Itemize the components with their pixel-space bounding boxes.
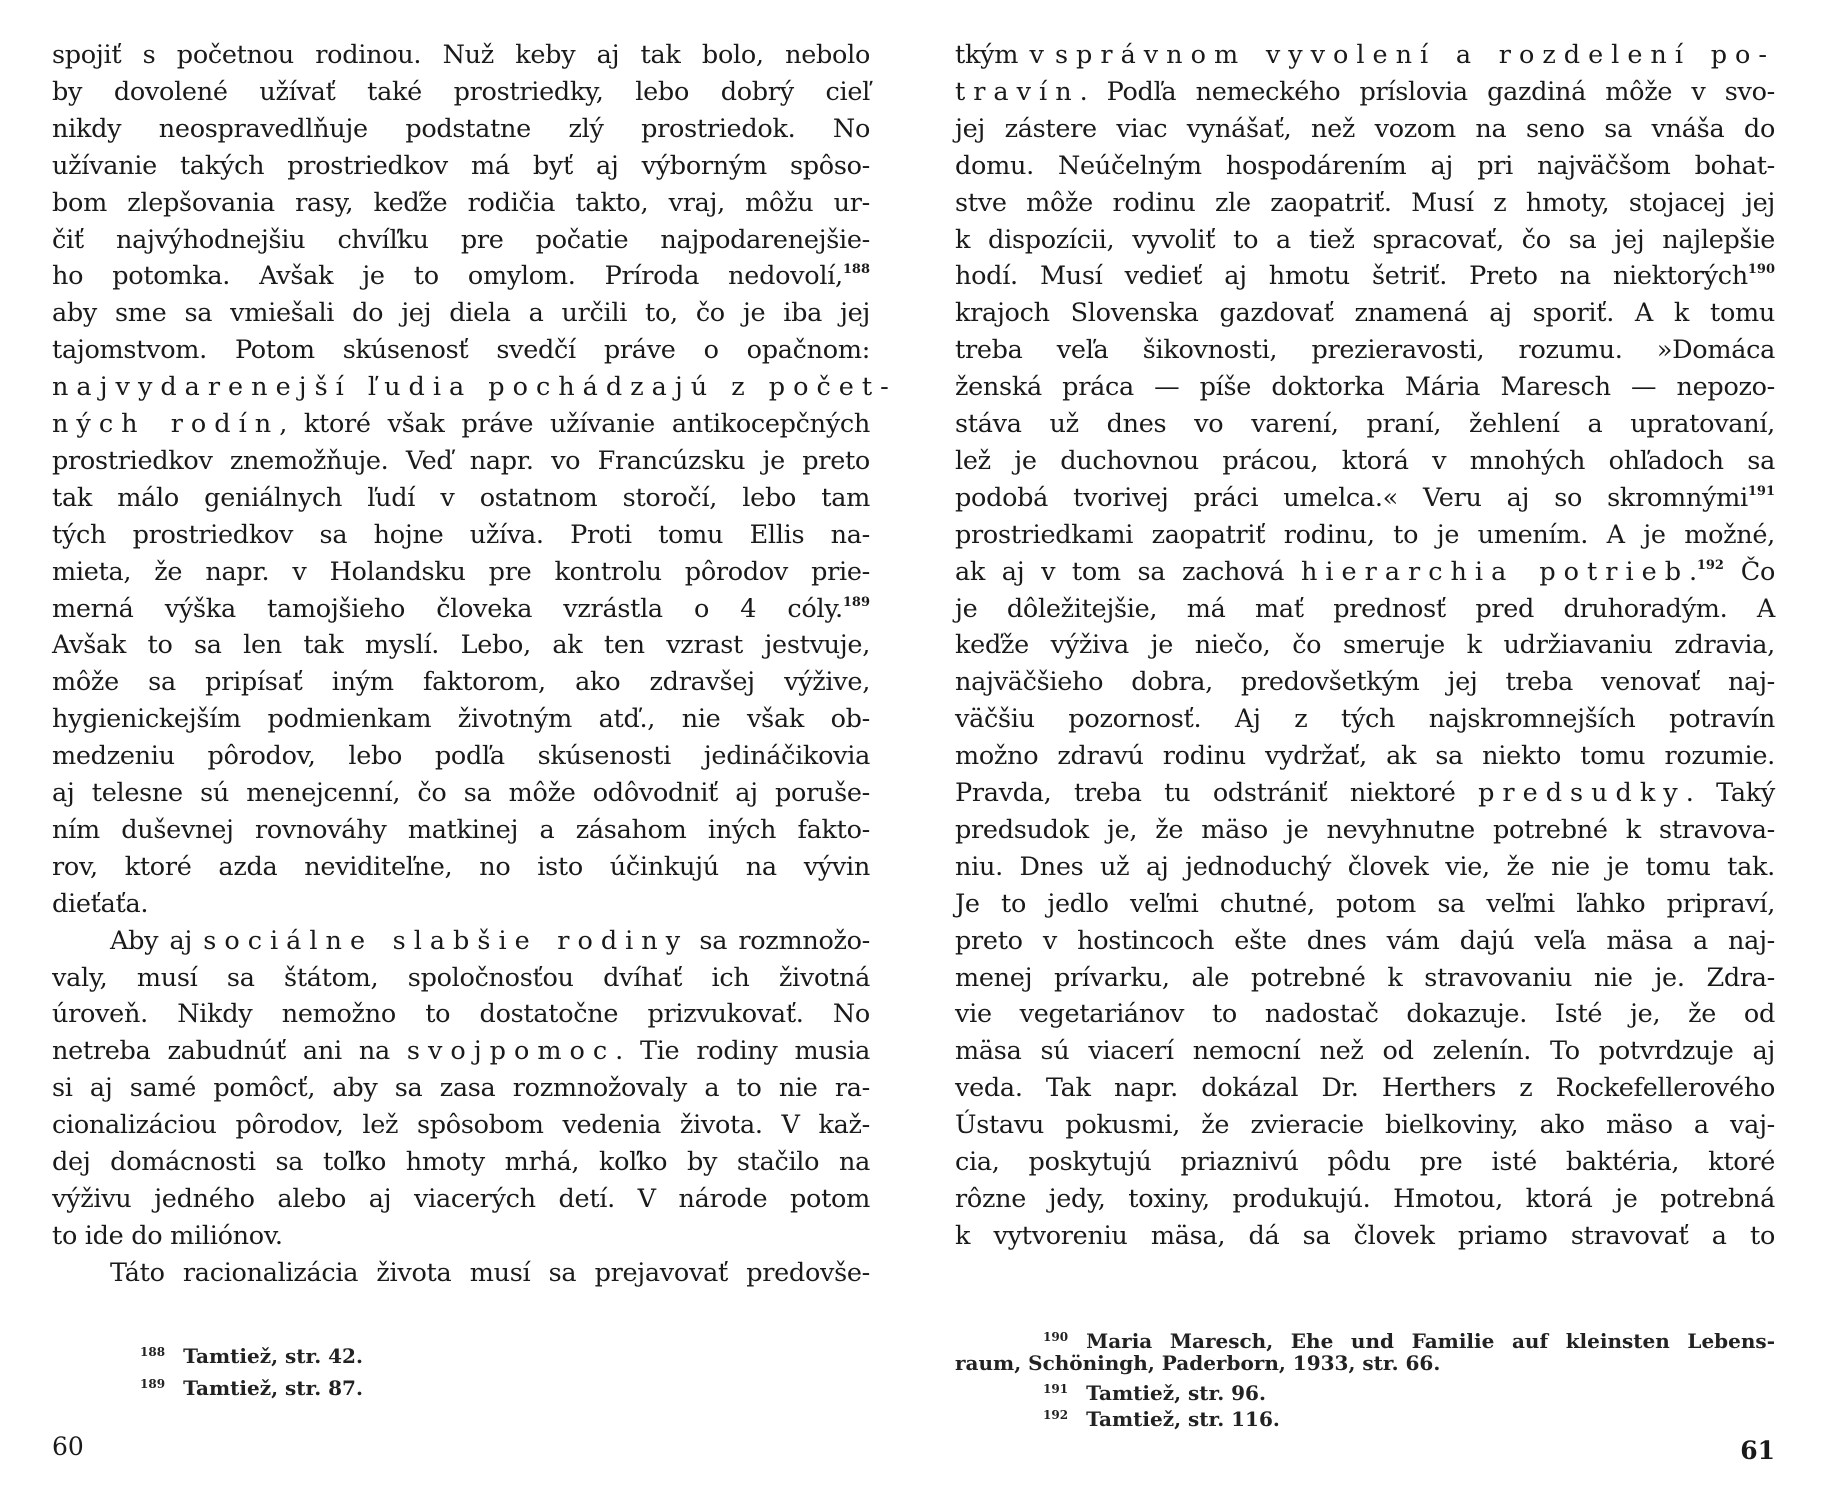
text-line	[955, 1184, 1775, 1214]
line-text: lež je duchovnou prácou, ktorá v mnohých ohľadoch sa	[955, 445, 1775, 476]
line-text: Ústavu pokusmi, že zvieracie bielkoviny, ako mäso a vaj-	[955, 1110, 1775, 1141]
text-line	[955, 225, 1775, 255]
emphasized-spaced-text: hierarchia potrieb	[1300, 556, 1690, 587]
text-line	[955, 999, 1775, 1029]
text-line	[52, 889, 870, 919]
text-line	[52, 1221, 870, 1251]
line-text: tkým v	[955, 40, 1055, 70]
footnote	[52, 1340, 870, 1368]
emphasized-spaced-text: ných rodín	[52, 409, 280, 439]
text-line	[52, 1258, 870, 1288]
line-text: ak aj v tom sa zachová	[955, 556, 1301, 587]
text-line	[52, 778, 870, 808]
line-text: bom zlepšovania rasy, keďže rodičia takto, vraj, môžu ur-	[52, 187, 870, 218]
line-text: netreba zabudnúť ani na	[52, 1036, 407, 1067]
footnote-text: Tamtiež, str. 42.	[183, 1344, 363, 1368]
line-text: veda. Tak napr. dokázal Dr. Herthers z Rockefellerového	[955, 1073, 1775, 1104]
line-text: krajoch Slovenska gazdovať znamená aj sporiť. A k tomu	[955, 298, 1775, 329]
emphasized-spaced-text: travín	[955, 76, 1080, 107]
line-text: spojiť s početnou rodinou. Nuž keby aj tak bolo, nebolo	[52, 40, 870, 70]
line-text: , ktoré však práve užívanie antikocepčných	[279, 409, 870, 439]
line-text: jej zástere viac vynášať, než vozom na seno sa vnáša do	[955, 113, 1775, 144]
line-text: najväčšieho dobra, predovšetkým jej treba venovať naj-	[955, 667, 1775, 698]
text-line	[955, 1147, 1775, 1177]
text-line	[955, 188, 1775, 218]
text-line	[52, 815, 870, 845]
emphasized-spaced-text: správnom vyvolení a rozdelení po-	[1054, 40, 1775, 70]
left-page	[52, 0, 897, 1500]
line-text: tých prostriedkov sa hojne užíva. Proti tomu Ellis na-	[52, 519, 870, 550]
right-page	[955, 0, 1775, 1500]
text-line	[955, 114, 1775, 144]
footnote-number: 188	[140, 1345, 166, 1359]
line-text: podobá tvorivej práci umelca.«	[955, 482, 1398, 513]
page-number: 60	[52, 1432, 84, 1461]
line-text: prostriedkami zaopatriť rodinu, to je umením. A je možné,	[955, 519, 1775, 550]
text-line	[52, 557, 870, 587]
footnote-number: 192	[1043, 1408, 1069, 1422]
text-line	[955, 151, 1775, 181]
text-line	[955, 852, 1775, 882]
line-text: výživu jedného alebo aj viacerých detí. V národe potom	[52, 1183, 870, 1214]
emphasized-spaced-text: predsudky	[1478, 778, 1686, 808]
text-line	[52, 1036, 870, 1066]
footnote-text: Tamtiež, str. 116.	[1086, 1407, 1280, 1431]
text-line	[52, 1110, 870, 1140]
line-text: si aj samé pomôcť, aby sa zasa rozmnožovaly a to nie ra-	[52, 1073, 870, 1104]
text-line	[52, 926, 870, 956]
text-line	[955, 778, 1775, 808]
text-line	[955, 1073, 1775, 1103]
text-line	[955, 667, 1775, 697]
footnote	[955, 1403, 1775, 1431]
line-text: Musí vedieť aj hmotu šetriť. Preto na niektorých	[1017, 261, 1748, 292]
text-line	[955, 409, 1775, 439]
line-text: k vytvoreniu mäsa, dá sa človek priamo stravovať a to	[955, 1220, 1775, 1251]
text-line	[955, 1036, 1775, 1066]
line-text: by dovolené užívať také prostriedky, lebo dobrý cieľ	[52, 76, 870, 107]
text-line	[52, 667, 870, 697]
footnote-text: Tamtiež, str. 87.	[183, 1376, 363, 1400]
text-line	[52, 409, 870, 439]
line-text: aj telesne sú menejcenní, čo sa môže odôvodniť aj poruše-	[52, 778, 870, 808]
text-line	[52, 520, 870, 550]
text-line	[52, 77, 870, 107]
line-text: ním duševnej rovnováhy matkinej a zásahom iných fakto-	[52, 814, 870, 845]
text-line	[52, 446, 870, 476]
footnote-reference: 190	[1747, 262, 1775, 278]
line-text: aby sme sa vmiešali do jej diela a určili to, čo je iba jej	[52, 298, 870, 329]
text-line	[52, 188, 870, 218]
text-line	[955, 1110, 1775, 1140]
line-text: k dispozícii, vyvoliť to a tiež spracovať, čo sa jej najlepšie	[955, 224, 1775, 255]
text-line	[52, 114, 870, 144]
footnote	[52, 1372, 870, 1400]
line-text: . Tie rodiny musia	[615, 1036, 871, 1067]
line-text: Táto racionalizácia života musí sa prejavovať predovše-	[110, 1257, 870, 1288]
text-line	[52, 335, 870, 365]
text-line	[955, 483, 1775, 513]
line-text: Avšak to sa len tak myslí. Lebo, ak ten vzrast jestvuje,	[52, 630, 870, 661]
line-text: hodí.	[955, 261, 1018, 292]
text-line	[955, 40, 1775, 70]
text-line	[955, 520, 1775, 550]
page-number: 61	[1740, 1436, 1775, 1465]
line-text: Pravda, treba tu odstrániť niektoré	[955, 778, 1479, 808]
text-line	[52, 1073, 870, 1103]
footnote-reference: 191	[1747, 483, 1775, 499]
line-text: úroveň. Nikdy nemožno to dostatočne prizvukovať. No	[52, 999, 870, 1030]
text-line	[52, 151, 870, 181]
footnote-text: Maria Maresch, Ehe und Familie auf kleinsten Lebens-	[1086, 1329, 1775, 1353]
footnote-number: 191	[1043, 1382, 1069, 1396]
line-text: domu. Neúčelným hospodárením aj pri najväčšom bohat-	[955, 150, 1775, 181]
line-text: .	[1689, 556, 1697, 587]
line-text: dieťaťa.	[52, 888, 149, 919]
text-line	[52, 999, 870, 1029]
line-text: prostriedkov znemožňuje. Veď napr. vo Francúzsku je preto	[52, 445, 870, 476]
text-line	[52, 852, 870, 882]
text-line	[52, 963, 870, 993]
line-text: medzeniu pôrodov, lebo podľa skúsenosti jedináčikovia	[52, 741, 870, 772]
line-text: tajomstvom. Potom skúsenosť svedčí práve o opačnom:	[52, 335, 870, 366]
text-line	[52, 704, 870, 734]
line-text: treba veľa šikovnosti, prezieravosti, rozumu. »Domáca	[955, 335, 1775, 366]
line-text: čiť najvýhodnejšiu chvíľku pre počatie najpodarenejšie-	[52, 224, 870, 255]
text-line	[52, 1147, 870, 1177]
text-line	[52, 741, 870, 771]
line-text: to ide do miliónov.	[52, 1220, 283, 1251]
footnote-text: Tamtiež, str. 96.	[1086, 1381, 1266, 1405]
line-text: keďže výživa je niečo, čo smeruje k udržiavaniu zdravia,	[955, 630, 1775, 661]
text-line	[955, 963, 1775, 993]
footnote-number: 189	[140, 1377, 166, 1391]
footnote-reference: 188	[842, 262, 870, 278]
text-line	[955, 926, 1775, 956]
line-text: Čo	[1723, 556, 1776, 587]
line-text: . Taký	[1685, 778, 1775, 808]
line-text: je dôležitejšie, má mať prednosť pred druhoradým. A	[955, 593, 1775, 624]
line-text: cia, poskytujú priaznivú pôdu pre isté baktéria, ktoré	[955, 1147, 1775, 1177]
line-text: Avšak je to omylom. Príroda nedovolí,	[230, 261, 843, 292]
line-text: preto v hostincoch ešte dnes vám dajú veľa mäsa a naj-	[955, 925, 1775, 956]
text-line	[955, 557, 1775, 587]
text-line	[955, 335, 1775, 365]
emphasized-spaced-text: sociálne slabšie rodiny	[203, 925, 689, 956]
text-line	[955, 298, 1775, 328]
line-text: dej domácnosti sa toľko hmoty mrhá, koľko by stačilo na	[52, 1147, 870, 1177]
text-line	[52, 594, 870, 624]
footnote-reference: 192	[1696, 557, 1724, 573]
line-text: možno zdravú rodinu vydržať, ak sa niekto tomu rozumie.	[955, 741, 1775, 772]
footnote-continuation	[955, 1351, 1775, 1375]
line-text: valy, musí sa štátom, spoločnosťou dvíhať ich životná	[52, 962, 870, 993]
text-line	[955, 261, 1775, 291]
line-text: stáva už dnes vo varení, praní, žehlení a upratovaní,	[955, 409, 1775, 439]
line-text: niu. Dnes už aj jednoduchý človek vie, že nie je tomu tak.	[955, 851, 1775, 882]
text-line	[52, 40, 870, 70]
text-line	[52, 261, 870, 291]
text-line	[955, 594, 1775, 624]
line-text: Aby aj	[110, 925, 204, 956]
text-line	[955, 372, 1775, 402]
line-text: Je to jedlo veľmi chutné, potom sa veľmi ľahko pripraví,	[955, 888, 1775, 919]
line-text: hygienickejším podmienkam životným atď., nie však ob-	[52, 704, 870, 735]
text-line	[955, 630, 1775, 660]
emphasized-spaced-text: najvydarenejší ľudia pochádzajú z počet-	[52, 372, 897, 403]
line-text: ho potomka.	[52, 261, 231, 292]
text-line	[52, 225, 870, 255]
line-text: predsudok je, že mäso je nevyhnutne potrebné k stravova-	[955, 814, 1775, 845]
line-text: stve môže rodinu zle zaopatriť. Musí z hmoty, stojacej jej	[955, 187, 1775, 218]
text-line	[52, 483, 870, 513]
footnote	[955, 1377, 1775, 1405]
text-line	[955, 889, 1775, 919]
footnote-reference: 189	[842, 594, 870, 610]
text-line	[955, 446, 1775, 476]
line-text: mieta, že napr. v Holandsku pre kontrolu pôrodov prie-	[52, 556, 870, 587]
text-line	[52, 298, 870, 328]
line-text: môže sa pripísať iným faktorom, ako zdravšej výžive,	[52, 667, 870, 698]
text-line	[955, 741, 1775, 771]
line-text: menej prívarku, ale potrebné k stravovaniu nie je. Zdra-	[955, 962, 1775, 993]
line-text: . Podľa nemeckého príslovia gazdiná môže v svo-	[1079, 76, 1775, 107]
text-line	[955, 704, 1775, 734]
line-text: cionalizáciou pôrodov, lež spôsobom vedenia života. V kaž-	[52, 1110, 870, 1141]
line-text: vie vegetariánov to nadostač dokazuje. Isté je, že od	[955, 999, 1775, 1030]
line-text: rov, ktoré azda neviditeľne, no isto účinkujú na vývin	[52, 851, 870, 882]
text-line	[52, 1184, 870, 1214]
text-line	[52, 630, 870, 660]
text-line	[955, 1221, 1775, 1251]
line-text: Veru aj so skromnými	[1397, 482, 1748, 513]
line-text: užívanie takých prostriedkov má byť aj výborným spôso-	[52, 150, 870, 181]
line-text: väčšiu pozornosť. Aj z tých najskromnejších potravín	[955, 704, 1775, 735]
line-text: mäsa sú viacerí nemocní než od zelenín. To potvrdzuje aj	[955, 1036, 1775, 1067]
text-line	[52, 372, 897, 403]
line-text: rôzne jedy, toxiny, produkujú. Hmotou, ktorá je potrebná	[955, 1183, 1775, 1214]
line-text: sa rozmnožo-	[688, 925, 870, 956]
text-line	[955, 815, 1775, 845]
footnote	[955, 1325, 1775, 1353]
line-text: nikdy neospravedlňuje podstatne zlý prostriedok. No	[52, 113, 870, 144]
footnote-text: raum, Schöningh, Paderborn, 1933, str. 66.	[955, 1351, 1441, 1375]
text-line	[955, 77, 1775, 107]
footnote-number: 190	[1043, 1330, 1069, 1344]
emphasized-spaced-text: svojpomoc	[406, 1036, 616, 1067]
line-text: tak málo geniálnych ľudí v ostatnom storočí, lebo tam	[52, 482, 870, 513]
line-text: ženská práca — píše doktorka Mária Maresch — nepozo-	[955, 372, 1775, 403]
line-text: merná výška tamojšieho človeka vzrástla o 4 cóly.	[52, 593, 843, 624]
